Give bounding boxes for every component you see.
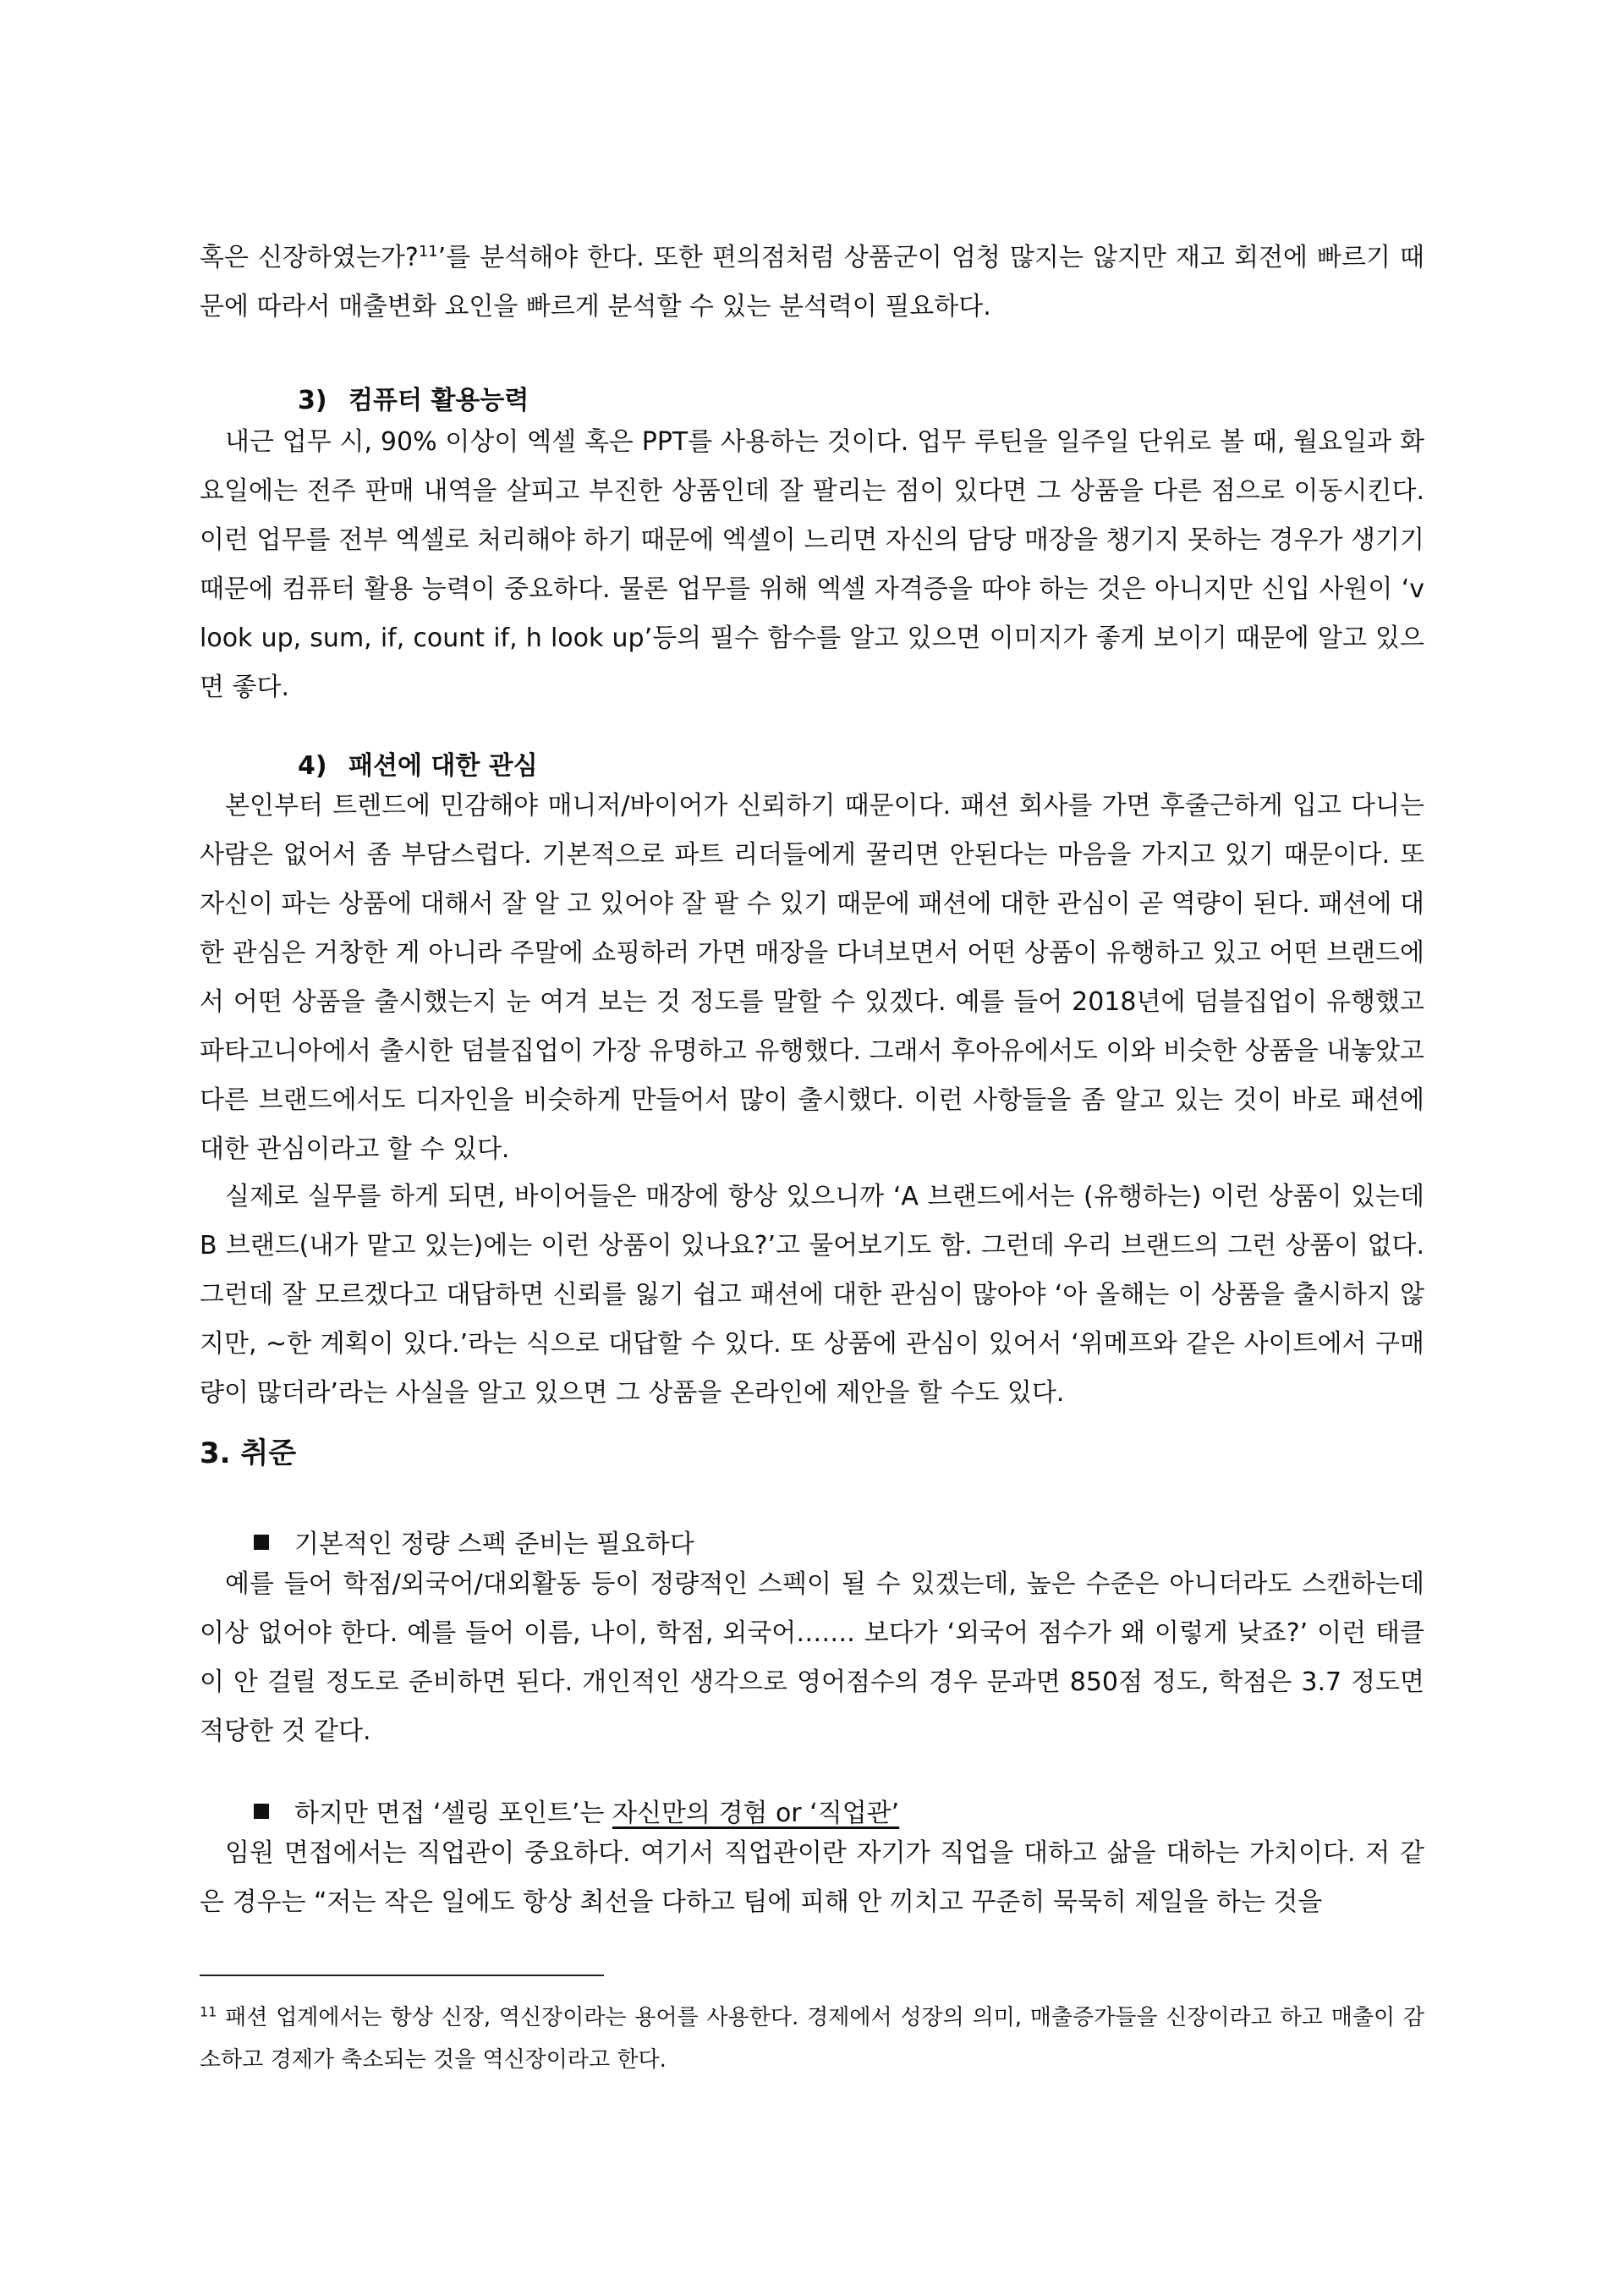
footnote-number: 11 [200, 2003, 217, 2020]
footnote-text: 패션 업계에서는 항상 신장, 역신장이라는 용어를 사용한다. 경제에서 성장의 의미, 매출증가들을 신장이라고 하고 매출이 감소하고 경제가 축소되는 것을 역신장이라고 한다. [200, 2005, 1424, 2073]
square-bullet-icon [254, 1535, 269, 1550]
section-4-body-2: 실제로 실무를 하게 되면, 바이어들은 매장에 항상 있으니까 ‘A 브랜드에서는 (유행하는) 이런 상품이 있는데 B 브랜드(내가 맡고 있는)에는 이런 상품이 있나요?’고 물어보기도 함. 그런데 우리 브랜드의 그런 상품이 없다. 그런데 잘 모르겠다고 대답하면 신뢰를 잃기 쉽고 패션에 대한 관심이 많아야 ‘아 올해는 이 상품을 출시하지 않지만, ~한 계획이 있다.’라는 식으로 대답할 수 있다. 또 상품에 관심이 있어서 ‘위메프와 같은 사이트에서 구매량이 많더라’라는 사실을 알고 있으면 그 상품을 온라인에 제안을 할 수도 있다. [200, 1182, 1424, 1408]
intro-paragraph [200, 233, 1424, 332]
footnote [200, 1997, 1424, 2081]
section-title: 패션에 대한 관심 [348, 751, 538, 781]
intro-text: 혹은 신장하였는가? [200, 243, 419, 272]
section-number: 3) [298, 386, 327, 415]
section-title: 컴퓨터 활용능력 [348, 386, 529, 415]
bullet-2-body: 임원 면접에서는 직업관이 중요하다. 여기서 직업관이란 자기가 직업을 대하고 삶을 대하는 가치이다. 저 같은 경우는 “저는 작은 일에도 항상 최선을 다하고 팀에 피해 안 끼치고 꾸준히 묵묵히 제일을 하는 것을 [200, 1838, 1424, 1917]
chapter-heading: 3. 취준 [200, 1436, 297, 1470]
intro-text-rest: ’를 분석해야 한다. 또한 편의점처럼 상품군이 엄청 많지는 않지만 재고 회전에 빠르기 때문에 따라서 매출변화 요인을 빠르게 분석할 수 있는 분석력이 필요하다. [200, 243, 1424, 321]
section-4-heading [298, 744, 538, 782]
square-bullet-icon [254, 1804, 269, 1819]
section-3-heading [298, 379, 529, 416]
bullet-heading-1 [254, 1523, 694, 1560]
bullet-title-underlined: 자신만의 경험 or ‘직업관’ [612, 1799, 900, 1828]
section-4-body-1: 본인부터 트렌드에 민감해야 매니저/바이어가 신뢰하기 때문이다. 패션 회사를 가면 후줄근하게 입고 다니는 사람은 없어서 좀 부담스럽다. 기본적으로 파트 리더들에게 꿀리면 안된다는 마음을 가지고 있기 때문이다. 또 자신이 파는 상품에 대해서 잘 알 고 있어야 잘 팔 수 있기 때문에 패션에 대한 관심이 곧 역량이 된다. 패션에 대한 관심은 거창한 게 아니라 주말에 쇼핑하러 가면 매장을 다녀보면서 어떤 상품이 유행하고 있고 어떤 브랜드에서 어떤 상품을 출시했는지 눈 여겨 보는 것 정도를 말할 수 있겠다. 예를 들어 2018년에 덤블집업이 유행했고 파타고니아에서 출시한 덤블집업이 가장 유명하고 유행했다. 그래서 후아유에서도 이와 비슷한 상품을 내놓았고 다른 브랜드에서도 디자인을 비슷하게 만들어서 많이 출시했다. 이런 사항들을 좀 알고 있는 것이 바로 패션에 대한 관심이라고 할 수 있다. [200, 791, 1424, 1164]
section-3-body: 내근 업무 시, 90% 이상이 엑셀 혹은 PPT를 사용하는 것이다. 업무 루틴을 일주일 단위로 볼 때, 월요일과 화요일에는 전주 판매 내역을 살피고 부진한 상품인데 잘 팔리는 점이 있다면 그 상품을 다른 점으로 이동시킨다. 이런 업무를 전부 엑셀로 처리해야 하기 때문에 엑셀이 느리면 자신의 담당 매장을 챙기지 못하는 경우가 생기기 때문에 컴퓨터 활용 능력이 중요하다. 물론 업무를 위해 엑셀 자격증을 따야 하는 것은 아니지만 신입 사원이 ‘v look up, sum, if, count if, h look up’등의 필수 함수를 알고 있으면 이미지가 좋게 보이기 때문에 알고 있으면 좋다. [200, 427, 1424, 702]
bullet-1-body: 예를 들어 학점/외국어/대외활동 등이 정량적인 스펙이 될 수 있겠는데, 높은 수준은 아니더라도 스캔하는데 이상 없어야 한다. 예를 들어 이름, 나이, 학점, 외국어……. 보다가 ‘외국어 점수가 왜 이렇게 낮죠?’ 이런 태클이 안 걸릴 정도로 준비하면 된다. 개인적인 생각으로 영어점수의 경우 문과면 850점 정도, 학점은 3.7 정도면 적당한 것 같다. [200, 1569, 1424, 1746]
section-number: 4) [298, 751, 327, 781]
footnote-ref[interactable]: 11 [418, 243, 438, 261]
footnote-divider [200, 1975, 604, 1976]
bullet-heading-2 [254, 1792, 899, 1829]
bullet-title: 기본적인 정량 스펙 준비는 필요하다 [294, 1530, 694, 1559]
bullet-title: 하지만 면접 ‘셀링 포인트’는 [294, 1799, 612, 1828]
